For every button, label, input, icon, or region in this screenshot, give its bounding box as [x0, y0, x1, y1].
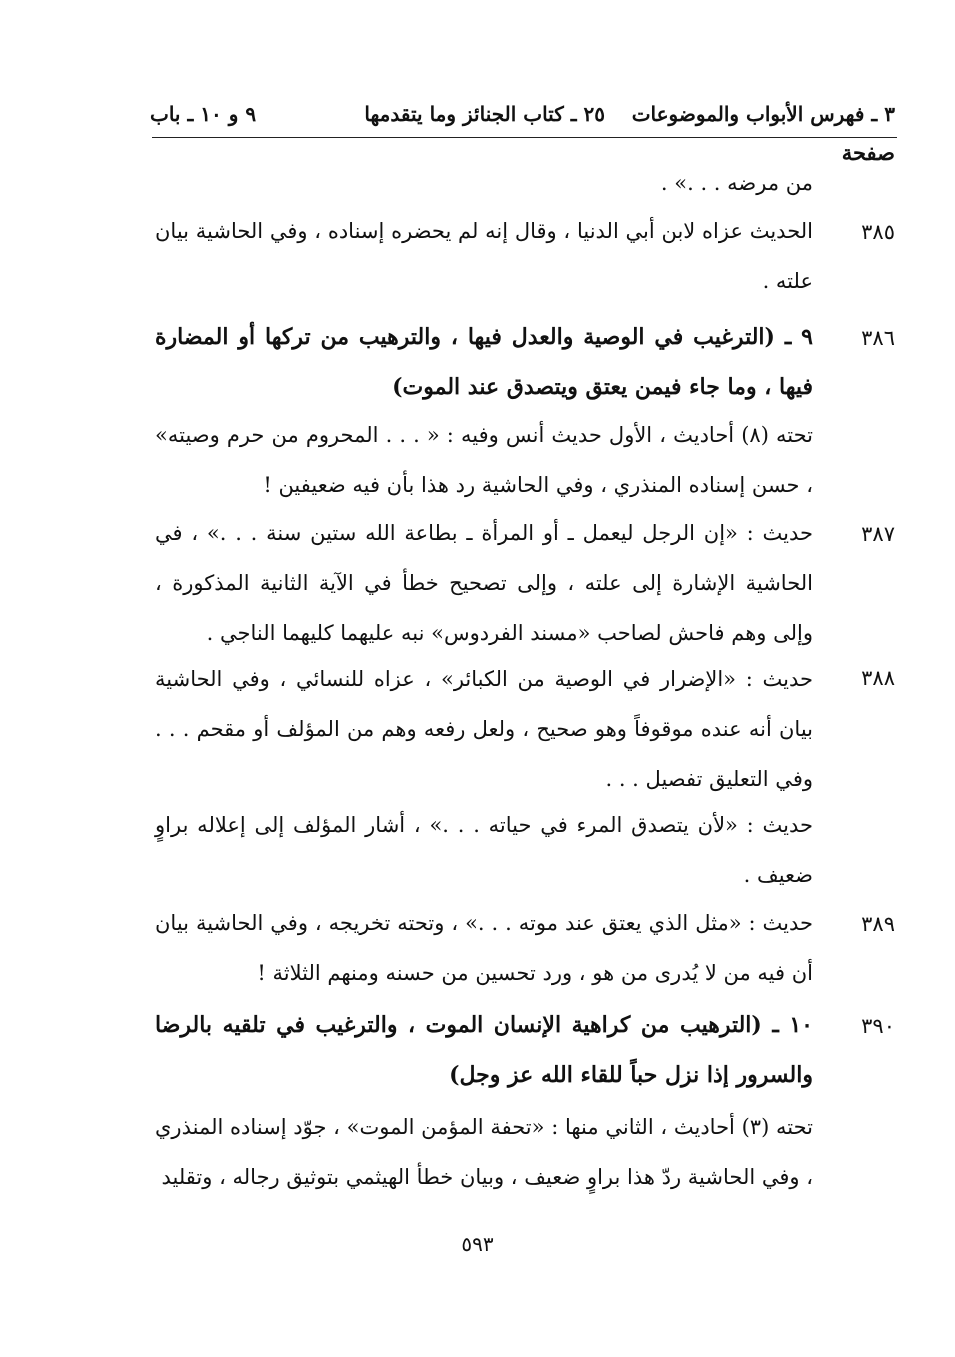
running-header [150, 98, 895, 134]
entry-text: حديث : «مثل الذي يعتق عند موته . . .» ، وتحته تخريجه ، وفي الحاشية بيان أن فيه من لا يُدرى من هو ، ورد تحسين من حسنه ومنهم الثلاثة ! [155, 911, 813, 985]
header-rule [152, 137, 897, 138]
header-book-title: ٢٥ ـ كتاب الجنائز وما يتقدمها [364, 102, 605, 126]
entry-text: حديث : «إن الرجل ليعمل ـ أو المرأة ـ بطاعة الله ستين سنة . . .» ، في الحاشية الإشارة إلى علته ، وإلى تصحيح خطأ في الآية الثانية المذكورة ، وإلى وهم فاحش لصاحب «مسند الفردوس» نبه عليهما كليهما الناجي . [155, 521, 813, 645]
page-column-label: صفحة [841, 140, 895, 165]
entry-number: ٣٨٧ [861, 522, 895, 546]
entry-number: ٣٨٥ [861, 220, 895, 244]
entry-number: ٣٨٨ [861, 666, 895, 690]
entry-text-secondary: حديث : «لأن يتصدق المرء في حياته . . .» ، أشار المؤلف إلى إعلاله براوٍ ضعيف . [155, 813, 813, 887]
entry-number: ٣٨٦ [861, 326, 895, 350]
chapter-heading: ١٠ ـ (الترهيب من كراهية الإنسان الموت ، والترغيب في تلقيه بالرضا والسرور إذا نزل حباً للقاء الله عز وجل) [155, 1012, 813, 1088]
header-section-title: ٣ ـ فهرس الأبواب والموضوعات [631, 102, 895, 126]
entry-text: تحته (٣) أحاديث ، الثاني منها : «تحفة المؤمن الموت» ، جوّد إسناده المنذري ، وفي الحاشية ردّ هذا براوٍ ضعيف ، وبيان خطأ الهيثمي بتوثيق رجاله ، وتقليد [155, 1115, 813, 1189]
entry-continuation-text: من مرضه . . .» . [660, 171, 813, 195]
entry-number: ٣٨٩ [861, 912, 895, 936]
entry-text: حديث : «الإضرار في الوصية من الكبائر» ، عزاه للنسائي ، وفي الحاشية بيان أنه عنده موقوفاً وهو صحيح ، ولعل رفعه وهم من المؤلف أو مقحم . . . وفي التعليق تفصيل . . . [155, 667, 813, 791]
entry-text: تحته (٨) أحاديث ، الأول حديث أنس وفيه : « . . . المحروم من حرم وصيته» ، حسن إسناده المنذري ، وفي الحاشية رد هذا بأن فيه ضعيفين ! [155, 423, 813, 497]
entry-text: الحديث عزاه لابن أبي الدنيا ، وقال إنه لم يحضره إسناده ، وفي الحاشية بيان علته . [155, 219, 813, 293]
header-chapter-range: ٩ و ١٠ ـ باب [150, 102, 257, 126]
chapter-heading: ٩ ـ (الترغيب في الوصية والعدل فيها ، والترهيب من تركها أو المضارة فيها ، وما جاء فيمن يعتق ويتصدق عند الموت) [155, 324, 813, 400]
page-number: ٥٩٣ [461, 1232, 494, 1256]
entry-number: ٣٩٠ [861, 1014, 895, 1038]
